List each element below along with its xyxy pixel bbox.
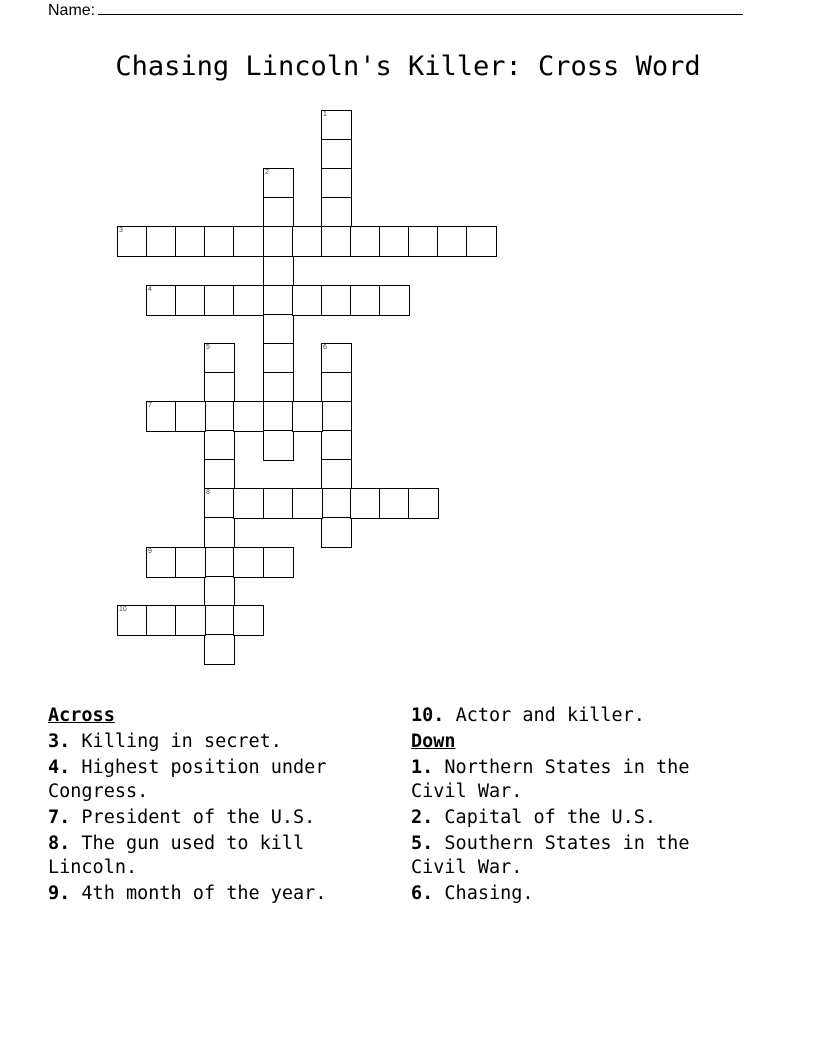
clue-down-2 bbox=[411, 806, 751, 830]
cell-number: 3 bbox=[119, 227, 123, 234]
crossword-cell[interactable] bbox=[263, 314, 294, 345]
cell-number: 1 bbox=[323, 111, 327, 118]
crossword-cell[interactable] bbox=[204, 488, 235, 519]
clue-across-4 bbox=[48, 756, 388, 804]
crossword-cell[interactable] bbox=[175, 547, 206, 578]
clue-across-9 bbox=[48, 882, 388, 906]
crossword-cell[interactable] bbox=[204, 634, 235, 665]
cell-number: 4 bbox=[148, 286, 152, 293]
cell-number: 5 bbox=[206, 344, 210, 351]
crossword-cell[interactable] bbox=[350, 285, 381, 316]
clues-left-column bbox=[48, 704, 388, 908]
crossword-cell[interactable] bbox=[117, 226, 148, 257]
clue-text: Actor and killer. bbox=[455, 705, 645, 726]
crossword-cell[interactable] bbox=[408, 226, 439, 257]
crossword-cell[interactable] bbox=[321, 139, 352, 170]
crossword-cell[interactable] bbox=[263, 226, 294, 257]
crossword-cell[interactable] bbox=[321, 226, 352, 257]
crossword-cell[interactable] bbox=[233, 401, 264, 432]
crossword-cell[interactable] bbox=[146, 547, 177, 578]
clue-text: President of the U.S. bbox=[81, 807, 316, 828]
clue-down-5 bbox=[411, 832, 751, 880]
crossword-cell[interactable] bbox=[175, 605, 206, 636]
crossword-cell[interactable] bbox=[263, 197, 294, 228]
crossword-cell[interactable] bbox=[204, 430, 235, 461]
crossword-cell[interactable] bbox=[175, 401, 206, 432]
crossword-cell[interactable] bbox=[379, 285, 410, 316]
clue-across-10 bbox=[411, 704, 751, 728]
crossword-cell[interactable] bbox=[321, 285, 352, 316]
crossword-cell[interactable] bbox=[204, 517, 235, 548]
crossword-cell[interactable] bbox=[175, 226, 206, 257]
crossword-cell[interactable] bbox=[204, 459, 235, 490]
crossword-cell[interactable] bbox=[350, 226, 381, 257]
crossword-cell[interactable] bbox=[379, 226, 410, 257]
clue-across-7 bbox=[48, 806, 388, 830]
crossword-cell[interactable] bbox=[263, 547, 294, 578]
crossword-cell[interactable] bbox=[263, 401, 294, 432]
crossword-cell[interactable] bbox=[379, 488, 410, 519]
clue-number: 6. bbox=[411, 883, 434, 904]
crossword-cell[interactable] bbox=[321, 372, 352, 403]
cell-number: 10 bbox=[119, 606, 127, 613]
clue-number: 5. bbox=[411, 833, 434, 854]
clue-number: 8. bbox=[48, 833, 71, 854]
clue-text: Killing in secret. bbox=[81, 731, 282, 752]
crossword-cell[interactable] bbox=[233, 285, 264, 316]
clue-text: The gun used to kill Lincoln. bbox=[48, 833, 305, 878]
clue-down-6 bbox=[411, 882, 751, 906]
crossword-cell[interactable] bbox=[321, 459, 352, 490]
crossword-cell[interactable] bbox=[263, 430, 294, 461]
clue-number: 4. bbox=[48, 757, 71, 778]
clue-number: 1. bbox=[411, 757, 434, 778]
crossword-cell[interactable] bbox=[292, 226, 323, 257]
crossword-cell[interactable] bbox=[263, 372, 294, 403]
crossword-cell[interactable] bbox=[321, 401, 352, 432]
crossword-cell[interactable] bbox=[350, 488, 381, 519]
crossword-cell[interactable] bbox=[204, 285, 235, 316]
clues-right-column bbox=[411, 704, 751, 908]
crossword-cell[interactable] bbox=[146, 401, 177, 432]
clue-number: 10. bbox=[411, 705, 445, 726]
name-label: Name: bbox=[48, 2, 96, 19]
crossword-cell[interactable] bbox=[204, 576, 235, 607]
crossword-cell[interactable] bbox=[204, 226, 235, 257]
crossword-cell[interactable] bbox=[437, 226, 468, 257]
crossword-cell[interactable] bbox=[204, 547, 235, 578]
cell-number: 9 bbox=[148, 548, 152, 555]
cell-number: 6 bbox=[323, 344, 327, 351]
crossword-cell[interactable] bbox=[233, 605, 264, 636]
crossword-cell[interactable] bbox=[204, 343, 235, 374]
clue-across-3 bbox=[48, 730, 388, 754]
crossword-cell[interactable] bbox=[146, 285, 177, 316]
crossword-cell[interactable] bbox=[321, 168, 352, 199]
clue-number: 2. bbox=[411, 807, 434, 828]
cell-number: 8 bbox=[206, 489, 210, 496]
clue-number: 3. bbox=[48, 731, 71, 752]
page-title: Chasing Lincoln's Killer: Cross Word bbox=[115, 51, 701, 82]
clue-down-1 bbox=[411, 756, 751, 804]
clue-text: Chasing. bbox=[444, 883, 534, 904]
clue-text: Southern States in the Civil War. bbox=[411, 833, 690, 878]
crossword-cell[interactable] bbox=[175, 285, 206, 316]
across-heading: Across bbox=[48, 705, 115, 726]
crossword-cell[interactable] bbox=[321, 110, 352, 141]
crossword-cell[interactable] bbox=[321, 197, 352, 228]
crossword-cell[interactable] bbox=[263, 256, 294, 287]
cell-number: 7 bbox=[148, 402, 152, 409]
crossword-cell[interactable] bbox=[146, 226, 177, 257]
crossword-cell[interactable] bbox=[233, 488, 264, 519]
crossword-cell[interactable] bbox=[466, 226, 497, 257]
crossword-cell[interactable] bbox=[263, 343, 294, 374]
crossword-cell[interactable] bbox=[292, 488, 323, 519]
clue-text: 4th month of the year. bbox=[81, 883, 327, 904]
crossword-cell[interactable] bbox=[292, 401, 323, 432]
clue-text: Capital of the U.S. bbox=[444, 807, 657, 828]
crossword-cell[interactable] bbox=[321, 430, 352, 461]
crossword-cell[interactable] bbox=[321, 343, 352, 374]
crossword-cell[interactable] bbox=[233, 547, 264, 578]
crossword-cell[interactable] bbox=[321, 488, 352, 519]
crossword-cell[interactable] bbox=[204, 372, 235, 403]
down-heading: Down bbox=[411, 731, 456, 752]
clue-number: 9. bbox=[48, 883, 71, 904]
clue-text: Northern States in the Civil War. bbox=[411, 757, 690, 802]
clue-text: Highest position under Congress. bbox=[48, 757, 327, 802]
cell-number: 2 bbox=[265, 169, 269, 176]
crossword-cell[interactable] bbox=[117, 605, 148, 636]
crossword-cell[interactable] bbox=[204, 605, 235, 636]
crossword-cell[interactable] bbox=[263, 168, 294, 199]
crossword-cell[interactable] bbox=[263, 488, 294, 519]
crossword-cell[interactable] bbox=[263, 285, 294, 316]
crossword-cell[interactable] bbox=[408, 488, 439, 519]
crossword-cell[interactable] bbox=[146, 605, 177, 636]
crossword-cell[interactable] bbox=[292, 285, 323, 316]
crossword-cell[interactable] bbox=[204, 401, 235, 432]
crossword-cell[interactable] bbox=[233, 226, 264, 257]
clue-across-8 bbox=[48, 832, 388, 880]
crossword-cell[interactable] bbox=[321, 517, 352, 548]
clue-number: 7. bbox=[48, 807, 71, 828]
